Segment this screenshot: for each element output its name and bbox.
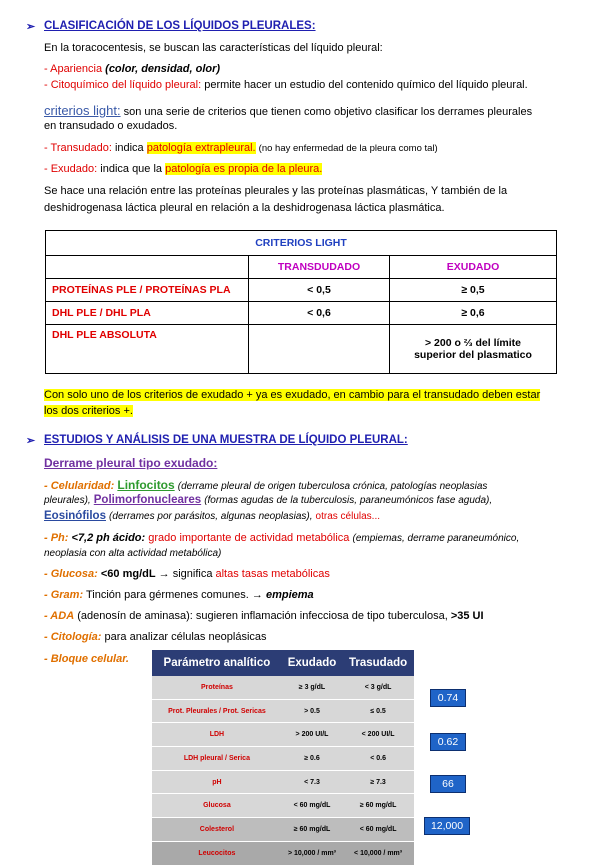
exudado-text: indica que la (100, 163, 163, 175)
criteria-row-exud: ≥ 0,5 (390, 279, 557, 302)
bloque-celular-label: - Bloque celular. (44, 653, 129, 665)
light-text-2: en transudado o exudados. (44, 120, 178, 132)
glucosa-red-text: altas tasas metabólicas (215, 568, 330, 580)
img-header-trasudado: Trasudado (342, 650, 414, 676)
criteria-header-exudado: EXUDADO (390, 256, 557, 279)
gram-bold: empiema (265, 589, 314, 601)
criterios-light-table (45, 230, 557, 374)
ada-line (44, 610, 484, 622)
img-cell: Glucosa (152, 794, 282, 818)
citoquimico-label: - Citoquímico del líquido pleural: (44, 79, 202, 91)
criteria-row-label: DHL PLE / DHL PLA (46, 302, 249, 325)
value-box: 66 (430, 775, 466, 793)
gram-text: Tinción para gérmenes comunes. → (85, 589, 263, 601)
exudado-highlight: patología es propia de la pleura. (165, 163, 323, 175)
bullet-arrow-icon: ➢ (26, 21, 36, 33)
img-table-row (152, 818, 414, 842)
img-cell: ≥ 60 mg/dL (342, 794, 414, 818)
ph-line (44, 532, 519, 544)
criteria-row-trans: < 0,5 (249, 279, 390, 302)
img-cell: ≥ 7.3 (342, 770, 414, 794)
eos-line (44, 510, 380, 522)
criteria-row (46, 302, 557, 325)
ph-text: grado importante de actividad metabólica (148, 532, 350, 544)
img-cell: Leucocitos (152, 841, 282, 865)
glucosa-line (44, 568, 330, 580)
img-cell: > 0.5 (282, 699, 342, 723)
img-table-row (152, 794, 414, 818)
img-cell: < 7.3 (282, 770, 342, 794)
ph-label: - Ph: (44, 532, 69, 544)
celularidad-label: - Celularidad: (44, 480, 115, 492)
img-cell: ≤ 0.5 (342, 699, 414, 723)
light-label: criterios light: (44, 103, 121, 118)
bullet-arrow-icon: ➢ (26, 435, 36, 447)
img-cell: Colesterol (152, 818, 282, 842)
img-cell: ≥ 0.6 (282, 747, 342, 771)
gram-line (44, 589, 314, 601)
img-header-parametro: Parámetro analítico (152, 650, 282, 676)
eosinofilos-detail: (derrames por parásitos, algunas neoplasias), (109, 511, 313, 522)
img-table-row (152, 676, 414, 699)
criteria-row (46, 279, 557, 302)
apariencia-line (44, 63, 220, 75)
section2-title: ESTUDIOS Y ANÁLISIS DE UNA MUESTRA DE LÍQUIDO PLEURAL: (44, 434, 408, 446)
ada-text: (adenosín de aminasa): sugieren inflamación infecciosa de tipo tuberculosa, (77, 610, 448, 622)
note-text-2: los dos criterios +. (44, 405, 133, 417)
apariencia-label: - Apariencia (44, 63, 103, 75)
transudado-text: indica (114, 142, 144, 154)
value-box: 0.74 (430, 689, 466, 707)
criteria-header-transudado: TRANSDUDADO (249, 256, 390, 279)
note-text-1: Con solo uno de los criterios de exudado + ya es exudado, en cambio para el transudado deben estar (44, 389, 541, 401)
value-box: 12,000 (424, 817, 470, 835)
img-cell: > 10,000 / mm³ (282, 841, 342, 865)
img-cell: < 0.6 (342, 747, 414, 771)
glucosa-label: - Glucosa: (44, 568, 98, 580)
criteria-row (46, 325, 557, 374)
citoquimico-line (44, 79, 528, 91)
light-line (44, 103, 532, 118)
img-cell: Proteínas (152, 676, 282, 699)
gram-label: - Gram: (44, 589, 84, 601)
img-cell: < 3 g/dL (342, 676, 414, 699)
intro-text: En la toracocentesis, se buscan las características del líquido pleural: (44, 42, 383, 54)
img-table-row (152, 747, 414, 771)
exudado-line (44, 163, 322, 175)
citologia-text: para analizar células neoplásicas (104, 631, 267, 643)
linfocitos-detail-2: pleurales), (44, 495, 91, 506)
img-table-row (152, 841, 414, 865)
img-cell: Prot. Pleurales / Prot. Sericas (152, 699, 282, 723)
celularidad-line (44, 478, 487, 492)
criteria-row-exud: > 200 o ⅔ del límite superior del plasmatico (390, 325, 557, 374)
glucosa-text: → significa (158, 568, 213, 580)
value-box: 0.62 (430, 733, 466, 751)
img-cell: < 60 mg/dL (282, 794, 342, 818)
transudado-note: (no hay enfermedad de la pleura como tal) (258, 143, 438, 154)
criteria-row-trans (249, 325, 390, 374)
img-header-exudado: Exudado (282, 650, 342, 676)
relation-text-2: deshidrogenasa láctica pleural en relación a la deshidrogenasa láctica plasmática. (44, 202, 445, 214)
ada-label: - ADA (44, 610, 75, 622)
poli-line (44, 494, 492, 506)
citoquimico-text: permite hacer un estudio del contenido químico del líquido pleural. (204, 79, 528, 91)
transudado-line (44, 142, 438, 154)
linfocitos-detail-1: (derrame pleural de origen tuberculosa crónica, patologías neoplasias (177, 481, 488, 492)
note-line-1 (44, 389, 540, 401)
criteria-row-trans: < 0,6 (249, 302, 390, 325)
citologia-label: - Citología: (44, 631, 102, 643)
note-line-2 (44, 405, 133, 417)
img-cell: < 10,000 / mm³ (342, 841, 414, 865)
img-cell: ≥ 60 mg/dL (282, 818, 342, 842)
criteria-row-label: PROTEÍNAS PLE / PROTEÍNAS PLA (46, 279, 249, 302)
criteria-header-empty (46, 256, 249, 279)
img-cell: LDH (152, 723, 282, 747)
polimorfonucleares-label: Polimorfonucleares (93, 494, 202, 506)
ph-detail-1: (empiemas, derrame paraneumónico, (352, 533, 520, 544)
citologia-line (44, 631, 267, 643)
exudado-label: - Exudado: (44, 163, 98, 175)
otras-celulas: otras células... (315, 511, 381, 522)
light-text-1: son una serie de criterios que tienen como objetivo clasificar los derrames pleurales (123, 106, 533, 118)
linfocitos-label: Linfocitos (117, 478, 175, 492)
ph-detail-2: neoplasia con alta actividad metabólica) (44, 548, 222, 559)
img-table-row (152, 699, 414, 723)
img-cell: < 200 UI/L (342, 723, 414, 747)
section2-subtitle: Derrame pleural tipo exudado: (44, 456, 218, 470)
transudado-highlight: patología extrapleural. (146, 142, 256, 154)
criteria-table-title: CRITERIOS LIGHT (46, 231, 557, 256)
img-cell: > 200 UI/L (282, 723, 342, 747)
eosinofilos-label: Eosinófilos (44, 510, 106, 522)
img-cell: LDH pleural / Serica (152, 747, 282, 771)
img-table-row (152, 723, 414, 747)
glucosa-value: <60 mg/dL (100, 568, 156, 580)
img-cell: ≥ 3 g/dL (282, 676, 342, 699)
img-cell: pH (152, 770, 282, 794)
transudado-label: - Transudado: (44, 142, 112, 154)
ph-value: <7,2 ph ácido: (71, 532, 146, 544)
img-table-row (152, 770, 414, 794)
relation-text-1: Se hace una relación entre las proteínas pleurales y las proteínas plasmáticas, Y también de la (44, 185, 508, 197)
criteria-row-exud: ≥ 0,6 (390, 302, 557, 325)
parametros-image-table (152, 650, 414, 857)
criteria-row-label: DHL PLE ABSOLUTA (46, 325, 249, 374)
ada-value: >35 UI (450, 610, 484, 622)
section1-title: CLASIFICACIÓN DE LOS LÍQUIDOS PLEURALES: (44, 20, 316, 32)
polimorfonucleares-detail: (formas agudas de la tuberculosis, paraneumónicos fase aguda), (204, 495, 493, 506)
img-cell: < 60 mg/dL (342, 818, 414, 842)
apariencia-detail: (color, densidad, olor) (105, 63, 221, 75)
